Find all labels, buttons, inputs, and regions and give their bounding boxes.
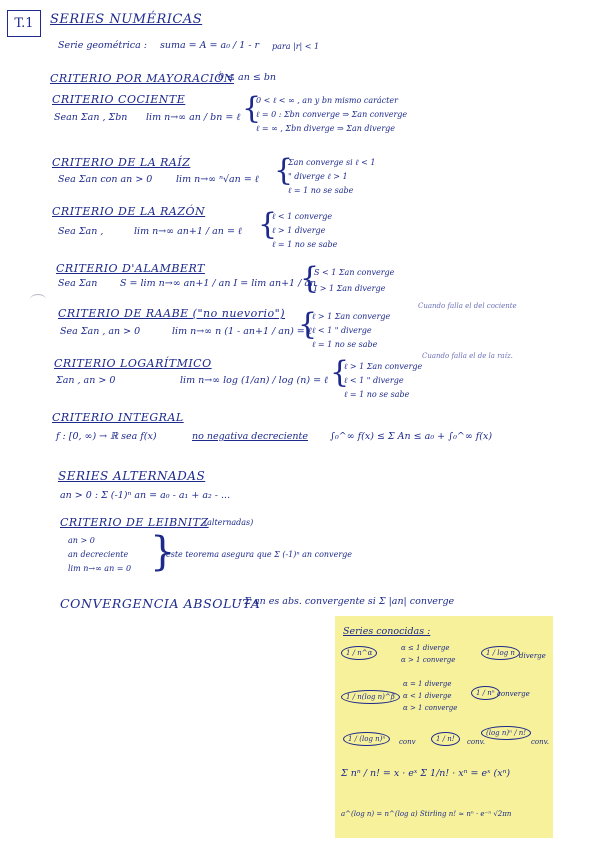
series-logfact-circle: (log n)ⁿ / n! [481, 726, 531, 740]
series-harmonic-circle: 1 / n^α [341, 646, 377, 660]
raabe-series: Sea Σan , an > 0 [60, 326, 141, 337]
dalambert-case-2: I > 1 Σan diverge [314, 284, 386, 293]
dalambert-formula: S = lim n→∞ an+1 / an I = lim an+1 / an [120, 278, 317, 289]
razon-brace: { [258, 207, 278, 242]
known-series-note [335, 616, 553, 838]
topic-badge: T.1 [7, 10, 41, 37]
dalambert-brace: { [300, 261, 320, 296]
series-logn-result: conv [399, 738, 416, 746]
series-nn-result: converge [497, 690, 530, 698]
razon-case-1: ℓ < 1 converge [272, 212, 333, 221]
razon-case-3: ℓ = 1 no se sabe [272, 240, 338, 249]
integral-title: CRITERIO INTEGRAL [52, 411, 184, 424]
series-nlog-cond-2: α < 1 diverge [403, 692, 452, 700]
raiz-formula: lim n→∞ ⁿ√an = ℓ [176, 174, 259, 185]
postit-bottom-line: a^(log n) = n^(log a) Stirling n! ≈ nⁿ · e⁻ⁿ √2πn [341, 810, 512, 818]
raabe-case-2: ℓ < 1 " diverge [312, 326, 372, 335]
alternadas-formula: an > 0 : Σ (-1)ⁿ an = a₀ - a₁ + a₂ - ... [60, 490, 231, 501]
cociente-case-3: ℓ = ∞ , Σbn diverge ⇒ Σan diverge [256, 124, 396, 133]
series-harmonic-cond-2: α > 1 converge [401, 656, 456, 664]
raiz-series: Sea Σan con an > 0 [58, 174, 153, 185]
logaritmico-case-1: ℓ > 1 Σan converge [344, 362, 423, 371]
cociente-formula: lim n→∞ an / bn = ℓ [146, 112, 241, 123]
raabe-case-1: ℓ > 1 Σan converge [312, 312, 391, 321]
integral-condition: no negativa decreciente [192, 431, 308, 442]
leibnitz-title: CRITERIO DE LEIBNITZ [60, 516, 209, 529]
cociente-series: Sean Σan , Σbn [54, 112, 128, 123]
geometric-condition: para |r| < 1 [272, 42, 320, 51]
logaritmico-brace: { [330, 355, 350, 390]
series-log-result: diverge [519, 652, 546, 660]
leibnitz-brace: } [150, 529, 176, 575]
logaritmico-formula: lim n→∞ log (1/an) / log (n) = ℓ [180, 375, 329, 386]
cociente-case-2: ℓ = 0 : Σbn converge ⇒ Σan converge [256, 110, 408, 119]
series-log-circle: 1 / log n [481, 646, 520, 660]
series-nn-circle: 1 / nⁿ [471, 686, 500, 700]
raabe-title: CRITERIO DE RAABE ("no nuevorio") [58, 307, 285, 320]
raiz-brace: { [274, 153, 294, 188]
mayoracion-title: CRITERIO POR MAYORACIÓN [50, 72, 234, 85]
raabe-formula: lim n→∞ n (1 - an+1 / an) = ℓ [172, 326, 312, 337]
raiz-case-2: " diverge ℓ > 1 [288, 172, 348, 181]
alternadas-title: SERIES ALTERNADAS [58, 469, 206, 483]
postit-title: Series conocidas : [343, 626, 431, 637]
leibnitz-tag: (alternadas) [204, 518, 254, 527]
logaritmico-note: Cuando falla el de la raíz. [422, 352, 513, 360]
raiz-case-1: Σan converge si ℓ < 1 [288, 158, 376, 167]
raabe-case-3: ℓ = 1 no se sabe [312, 340, 378, 349]
leibnitz-cond-3: lim n→∞ an = 0 [68, 564, 132, 573]
logaritmico-title: CRITERIO LOGARÍTMICO [54, 357, 212, 370]
mayoracion-condition: 0 ≤ an ≤ bn [218, 72, 277, 83]
dalambert-title: CRITERIO D'ALAMBERT [56, 262, 205, 275]
absoluta-text: : Σ an es abs. convergente si Σ |an| converge [238, 596, 455, 607]
absoluta-title: CONVERGENCIA ABSOLUTA [60, 596, 261, 611]
razon-formula: lim n→∞ an+1 / an = ℓ [134, 226, 242, 237]
integral-formula: ∫₀^∞ f(x) ≤ Σ An ≤ a₀ + ∫₀^∞ f(x) [330, 431, 493, 442]
razon-case-2: ℓ > 1 diverge [272, 226, 326, 235]
geometric-label: Serie geométrica : [58, 40, 148, 51]
cociente-case-1: 0 < ℓ < ∞ , an y bn mismo carácter [256, 96, 398, 105]
series-nlog-cond-3: α > 1 converge [403, 704, 458, 712]
logaritmico-series: Σan , an > 0 [56, 375, 116, 386]
integral-line: f : [0, ∞) → ℝ sea f(x) [56, 431, 157, 442]
logaritmico-case-3: ℓ = 1 no se sabe [344, 390, 410, 399]
postit-series-line: Σ nⁿ / n! = x · eˣ Σ 1/n! · xⁿ = eˣ (xⁿ) [341, 768, 511, 779]
series-factorial-result: conv. [467, 738, 485, 746]
page-title: SERIES NUMÉRICAS [50, 12, 203, 27]
raabe-brace: { [298, 307, 318, 342]
geometric-formula: suma = A = a₀ / 1 - r [160, 40, 260, 51]
cociente-title: CRITERIO COCIENTE [52, 93, 186, 106]
series-nlog-cond-1: α = 1 diverge [403, 680, 452, 688]
logaritmico-case-2: ℓ < 1 " diverge [344, 376, 404, 385]
series-logn-circle: 1 / (log n)ⁿ [343, 732, 390, 746]
cociente-brace: { [242, 91, 262, 126]
series-nlog-circle: 1 / n(log n)^β [341, 690, 400, 704]
dalambert-case-1: S < 1 Σan converge [314, 268, 395, 277]
leibnitz-cond-2: an decreciente [68, 550, 129, 559]
leibnitz-result: este teorema asegura que Σ (-1)ⁿ an converge [166, 550, 352, 559]
dalambert-series: Sea Σan [58, 278, 98, 289]
raiz-title: CRITERIO DE LA RAÍZ [52, 156, 191, 169]
razon-title: CRITERIO DE LA RAZÓN [52, 205, 206, 218]
series-factorial-circle: 1 / n! [431, 732, 460, 746]
leibnitz-cond-1: an > 0 [68, 536, 95, 545]
razon-series: Sea Σan , [58, 226, 104, 237]
raiz-case-3: ℓ = 1 no se sabe [288, 186, 354, 195]
raabe-note: Cuando falla el del cociente [418, 302, 517, 310]
margin-mark [30, 294, 46, 305]
series-logfact-result: conv. [531, 738, 549, 746]
series-harmonic-cond-1: α ≤ 1 diverge [401, 644, 450, 652]
